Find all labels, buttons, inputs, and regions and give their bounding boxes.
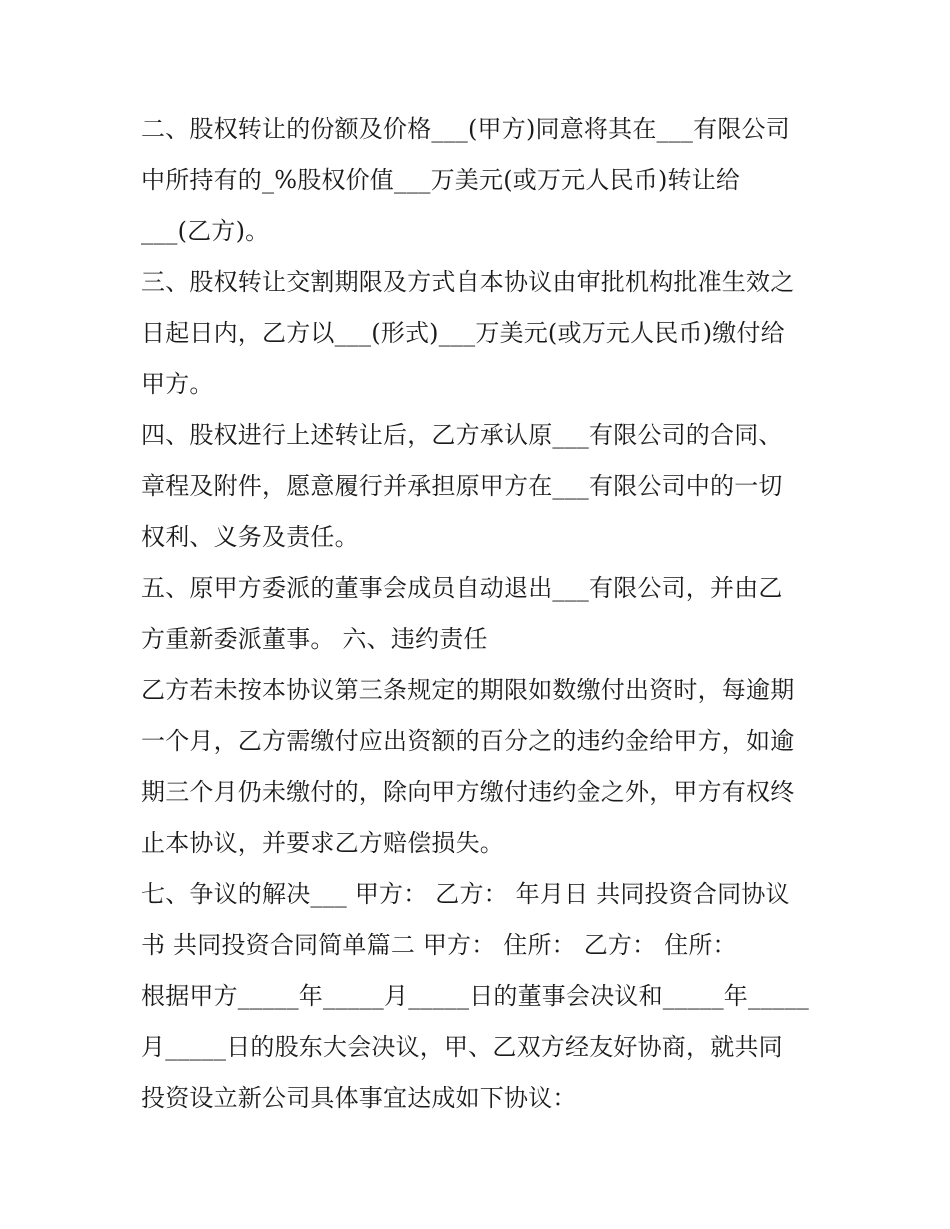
document-body (141, 104, 821, 1124)
text-line: 期三个月仍未缴付的，除向甲方缴付违约金之外，甲方有权终 (141, 778, 795, 806)
text-line: 书 共同投资合同简单篇二 甲方： 住所： 乙方： 住所： (141, 931, 737, 959)
text-line: 月_____日的股东大会决议，甲、乙双方经友好协商，就共同 (141, 1033, 783, 1061)
text-line: 权利、义务及责任。 (141, 523, 359, 551)
text-line: ___(乙方)。 (141, 217, 270, 245)
text-line: 二、股权转让的份额及价格___(甲方)同意将其在___有限公司 (141, 115, 790, 143)
text-line: 根据甲方_____年_____月_____日的董事会决议和_____年_____ (141, 982, 809, 1010)
text-line: 三、股权转让交割期限及方式自本协议由审批机构批准生效之 (141, 268, 795, 296)
text-line: 甲方。 (141, 370, 214, 398)
text-line: 四、股权进行上述转让后，乙方承认原___有限公司的合同、 (141, 421, 783, 449)
text-line: 一个月，乙方需缴付应出资额的百分之的违约金给甲方，如逾 (141, 727, 795, 755)
text-line: 日起日内，乙方以___(形式)___万美元(或万元人民币)缴付给 (141, 319, 785, 347)
text-line: 止本协议，并要求乙方赔偿损失。 (141, 829, 504, 857)
text-line: 乙方若未按本协议第三条规定的期限如数缴付出资时，每逾期 (141, 676, 795, 704)
text-line: 中所持有的_%股权价值___万美元(或万元人民币)转让给 (141, 166, 741, 194)
text-line: 方重新委派董事。 六、违约责任 (141, 625, 488, 653)
text-line: 五、原甲方委派的董事会成员自动退出___有限公司，并由乙 (141, 574, 783, 602)
text-line: 七、争议的解决___ 甲方： 乙方： 年月日 共同投资合同协议 (141, 880, 790, 908)
text-line: 投资设立新公司具体事宜达成如下协议： (141, 1084, 577, 1112)
text-line: 章程及附件，愿意履行并承担原甲方在___有限公司中的一切 (141, 472, 783, 500)
